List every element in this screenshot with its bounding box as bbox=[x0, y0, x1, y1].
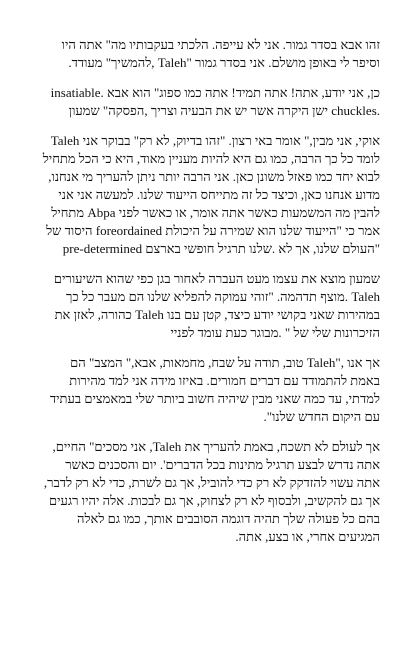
paragraph-6: אך לעולם לא תשכח, באמת להעריך את Taleh, אני מסכים" החיים, אתה נדרש לבצע תרגיל מתינות בכל הדברים'. יום והסכנים כאשר אתה עשוי להזדקק לא רק כדי להוביל, אך גם לשרת, כדי לא רק לדבר, אך גם להקשיב, ולבסוף לא רק לצחוק, אך גם לבכות. אלה יהיו רגעים בהם כל פעולה שלך תהיה דוגמה הסובבים אותך, כמו גם לאלה המגיעים אחרי, או בצע, אתה. bbox=[43, 439, 380, 544]
paragraph-4: שמעון מוצא את עצמו מעט העברה לאחור בגן כפי שהוא השיעורים Taleh .מוצף תדהמה. "זוהי עמוקה להפליא שלנו הם מעבר כל כך במהירות שאני בקושי יודע כיצד, קטן עם בנו Taleh כהורה, לאזן את הזיכרונות שלי של " .מבוגר כעת עומד לפניי bbox=[53, 271, 380, 340]
paragraph-1: זהו אבא בסדר גמור. אני לא עייפה. הלכתי בעקבותיו מה" אתה היו וסיפר לי באופן מושלם. אני בסדר גמור "Taleh ,להמשיך" מעודד. bbox=[61, 37, 380, 70]
paragraph-3: Taleh אוקי, אני מבין," אומר באי רצון. "זהו בדיוק, לא רק" בבוקר אני לומד כל כך הרבה, כמו גם היא להיות מעניין מאוד, היא כי הכל מתחיל לבוא יחד כמו פאזל משונן כאן. אני הרבה יותר ניתן להעריך מי אנחנו, מדוע אנחנו כאן, וכיצד כל זה מתייחס הייעוד שלנו. למעשה אני אני מתחיל Abpa להבין מה המשמעות כאשר אתה אומר, או כאשר לפני היסוד של foreordained אמר כי "הייעוד שלנו הוא שמירה על היכולת pre-determined העולם שלנו, אך לא .שלנו תרגיל חופשי בארצם" bbox=[42, 133, 380, 256]
paragraph-5: אך אנו ,"Taleh טוב, תודה על שבח, מחמאות, אבא," המצב" הם באמת להתמודד עם דברים חמורים. באיזו מידה אני למד מהירות למדתי, עד כמה שאני מבין שיהיה חשוב ביותר שלי במאמצים בעתיד עם היקום החדש שלנו". bbox=[49, 355, 380, 424]
document-page bbox=[40, 36, 380, 652]
paragraph-2: insatiable. כן, אני יודע, אתה! אתה תמיד! אתה כמו ספוג" הוא אבא ישן היקרה אשר יש את הבעיה וצריך ,הפסקה" שמעון chuckles. bbox=[50, 85, 380, 118]
